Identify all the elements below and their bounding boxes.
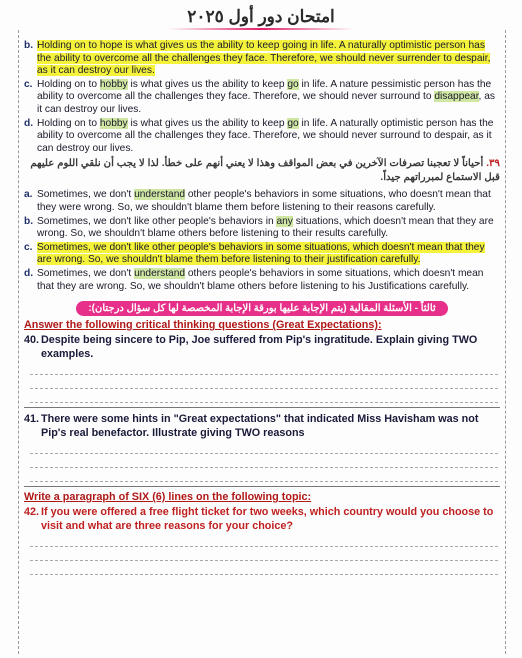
question-42 xyxy=(24,505,500,533)
option-letter: b. xyxy=(24,40,34,51)
exam-content xyxy=(24,40,500,575)
option-text: disappear xyxy=(434,91,479,103)
option-text: any xyxy=(276,215,293,227)
question-39-text: أحياناً لا تعجبنا تصرفات الآخرين في بعض المواقف وهذا لا يعني أنهم على خطأ. لذا لا يجب أن نلقي اللوم عليهم قبل الاستماع لمبرراتهم جيداً. xyxy=(30,158,500,184)
question-42-text: If you were offered a free flight ticket for two weeks, which country would you choose to visit and what are three reasons for your choice? xyxy=(41,506,494,533)
option-text: in life. A nature pessimistic person has the ability to overcome all the challenges they face. Therefore, we should never surround to xyxy=(37,78,492,103)
option-text: Sometimes, we don't like other people's behaviors in xyxy=(37,215,277,227)
option-letter: c. xyxy=(24,78,33,90)
divider xyxy=(24,407,500,408)
answer-line[interactable] xyxy=(30,389,498,403)
option-letter: a. xyxy=(24,189,33,201)
option-text: go xyxy=(287,78,299,90)
left-dashed-border xyxy=(18,30,19,654)
question-41 xyxy=(24,412,500,440)
question-39-option xyxy=(24,268,500,293)
right-dashed-border xyxy=(505,30,506,654)
answer-line[interactable] xyxy=(30,468,498,482)
essay-section-banner: ثالثاً - الأسئلة المقالية (يتم الإجابة عليها بورقة الإجابة المخصصة لها كل سؤال درجتان): xyxy=(76,301,447,316)
answer-line[interactable] xyxy=(30,547,498,561)
question-39 xyxy=(24,157,500,185)
question-41-text: There were some hints in "Great expectations" that indicated Miss Havisham was not Pip's real benefactor. Illustrate giving TWO reasons xyxy=(41,413,479,440)
question-38-option xyxy=(24,40,500,78)
option-text: Sometimes, we don't xyxy=(37,267,135,279)
option-letter: d. xyxy=(24,117,34,129)
option-text: go xyxy=(287,117,299,129)
option-text: Holding on to hope is what gives us the ability to keep going in life. A naturally optimistic person has the ability to overcome all the challenges they face. Therefore, we should never surrender to despair, as it can destroy our lives. xyxy=(37,40,491,77)
question-42-number: 42. xyxy=(24,506,40,519)
question-39-number: ٣٩. xyxy=(486,158,500,170)
answer-line[interactable] xyxy=(30,454,498,468)
question-40-number: 40. xyxy=(24,334,40,347)
option-text: other people's behaviors in some situations, who doesn't mean that they were wrong. So, we shouldn't blame them before listening to their reasons carefully. xyxy=(37,189,491,213)
option-text: , as it can destroy our lives. xyxy=(37,91,495,115)
question-39-option xyxy=(24,189,500,214)
option-letter: b. xyxy=(24,215,34,227)
question-39-option xyxy=(24,216,500,241)
answer-line[interactable] xyxy=(30,561,498,575)
option-letter: c. xyxy=(24,241,33,253)
option-text: is what gives us the ability to keep xyxy=(127,117,288,129)
option-text: understand xyxy=(134,267,186,279)
option-text: understand xyxy=(134,189,186,201)
question-41-number: 41. xyxy=(24,413,40,426)
option-text: Sometimes, we don't like other people's behaviors in some situations, which doesn't mean that they are wrong. So, we shouldn't blame them before listening to their justification carefully. xyxy=(37,241,485,266)
answer-line[interactable] xyxy=(30,533,498,547)
option-text: others people's behaviors in some situations, which doesn't mean that they are wrong. So, we shouldn't blame others before listening to his Justifications carefully. xyxy=(37,267,484,292)
answer-line[interactable] xyxy=(30,361,498,375)
question-38-option xyxy=(24,79,500,117)
option-text: Holding on to xyxy=(37,78,100,90)
question-39-option xyxy=(24,242,500,267)
question-38-options xyxy=(24,40,500,155)
option-text: is what gives us the ability to keep xyxy=(127,78,288,90)
page-title: امتحان دور أول ٢٠٢٥ xyxy=(147,6,375,30)
option-text: in life. A naturally optimistic person has the ability to overcome all the challenges they face. Therefore, we should never surround to despair, as it can destroy our lives. xyxy=(37,117,494,154)
option-text: hobby xyxy=(99,117,128,129)
divider xyxy=(24,486,500,487)
option-text: situations, which doesn't mean that they are wrong. So, we shouldn't blame others before listening to their results carefully. xyxy=(37,215,494,240)
option-letter: d. xyxy=(24,267,34,279)
question-40-text: Despite being sincere to Pip, Joe suffered from Pip's ingratitude. Explain giving TWO examples. xyxy=(41,334,478,361)
option-text: Holding on to xyxy=(37,117,100,129)
header xyxy=(0,6,522,30)
question-39-options xyxy=(24,189,500,293)
question-40 xyxy=(24,333,500,361)
option-text: hobby xyxy=(99,78,128,90)
question-38-option xyxy=(24,118,500,156)
option-text: Sometimes, we don't xyxy=(37,189,135,201)
answer-line[interactable] xyxy=(30,375,498,389)
paragraph-heading: Write a paragraph of SIX (6) lines on the following topic: xyxy=(24,491,312,504)
essay-section-banner-wrap xyxy=(24,298,500,316)
answer-line[interactable] xyxy=(30,440,498,454)
critical-thinking-heading: Answer the following critical thinking questions (Great Expectations): xyxy=(24,319,382,332)
